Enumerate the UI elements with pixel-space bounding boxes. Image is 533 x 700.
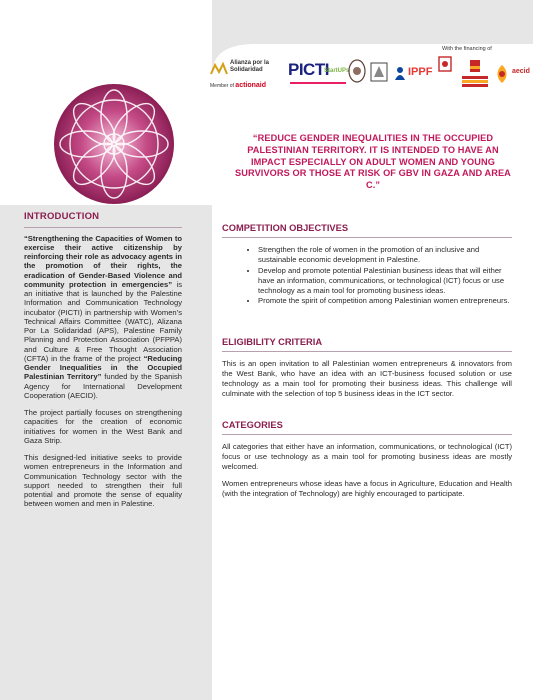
watc-seal-icon bbox=[348, 58, 366, 84]
list-item: • Develop and promote potential Palestinian business ideas that will either have an information, communications, or technological (ICT) focus or use technology as a main tool for promoting business ideas. bbox=[258, 266, 512, 296]
project-name-bold: “Reducing Gender Inequalities in the Occupied Palestinian Territory” bbox=[24, 353, 182, 382]
ippf-name: IPPF bbox=[408, 66, 433, 78]
project-title-bold: “Strengthening the Capacities of Women to exercise their active citizenship by reinforcing their role as advocacy agents in the promotion of their rights, the eradication of Gender-Based Violence and community protection in emergencies” bbox=[24, 233, 182, 289]
list-item: • Promote the spirit of competition among Palestinian women entrepreneurs. bbox=[258, 296, 512, 306]
categories-paragraph-1: All categories that either have an information, communications, or technological (ICT) focus or use technology as a main tool for promoting business ideas are mostly welcomed. bbox=[222, 442, 512, 471]
categories-paragraph-2: Women entrepreneurs whose ideas have a focus in Agriculture, Education and Health (with the integration of Technology) are highly encouraged to participate. bbox=[222, 478, 512, 498]
aecid-name: aecid bbox=[512, 68, 530, 75]
categories-divider bbox=[222, 434, 512, 435]
introduction-paragraph-2: The project partially focuses on strengthening capacities for the creation of economic initiatives for women in the West Bank and Gaza Strip. bbox=[24, 408, 182, 445]
mission-quote: “REDUCE GENDER INEQUALITIES IN THE OCCUPIED PALESTINIAN TERRITORY. IT IS INTENDED TO HAVE AN IMPACT ESPECIALLY ON ADULT WOMEN AND YOUNG SURVIVORS OR THOSE AT RISK OF GBV IN GAZA AND AREA C.” bbox=[235, 133, 511, 191]
competition-section bbox=[222, 222, 512, 307]
aecid-logo-icon bbox=[494, 60, 532, 90]
eligibility-text: This is an open invitation to all Palestinian women entrepreneurs & innovators from the West Bank, who have an idea with an ICT-business focused solution or use technology as a main tool for promoting their business ideas. This challenge will culminate with the selection of top 5 business ideas in the ICT sector. bbox=[222, 359, 512, 398]
introduction-section bbox=[24, 211, 182, 517]
flower-logo-icon bbox=[52, 82, 176, 206]
alianza-line2: Solidaridad bbox=[230, 66, 263, 73]
eligibility-heading: ELIGIBILITY CRITERIA bbox=[222, 337, 323, 347]
introduction-paragraph-3: This designed-led initiative seeks to provide women entrepreneurs in the Information and Communication Technology sector with the support needed to strengthen their full potential and promote the sense of equality between women and men in Palestine. bbox=[24, 453, 182, 509]
list-item: • Strengthen the role of women in the promotion of an inclusive and sustainable economic development in Palestine. bbox=[258, 245, 512, 265]
competition-heading: COMPETITION OBJECTIVES bbox=[222, 223, 349, 233]
introduction-paragraph-1 bbox=[24, 234, 182, 401]
introduction-text-a: is an initiative that is launched by the Palestine Information and Communication Technology incubator (PICTI) in partnership with Women’s Technical Affairs Committee (WATC), Alizana Por La Solidaridad (APS), Palestine Family Planning and Protection Association (PFPPA) and Culture & Free Thought Association (CFTA) in the frame of the project bbox=[24, 279, 183, 363]
picti-logo-icon bbox=[288, 54, 352, 94]
introduction-divider bbox=[24, 227, 182, 228]
alianza-logo-icon bbox=[210, 58, 282, 98]
picti-sub: StartUPs bbox=[324, 68, 350, 74]
spain-crest-icon bbox=[460, 58, 490, 92]
picti-name: PICTI bbox=[288, 60, 329, 79]
ippf-logo-icon bbox=[394, 56, 438, 96]
eligibility-divider bbox=[222, 351, 512, 352]
actionaid-brand: actionaid bbox=[235, 82, 267, 89]
cfta-seal-icon bbox=[370, 62, 388, 82]
alianza-line1: Alianza por la bbox=[230, 60, 270, 66]
eligibility-section bbox=[222, 336, 512, 406]
introduction-text-b: funded by the Spanish Agency for International Development Cooperation (AECID). bbox=[24, 372, 183, 400]
competition-list bbox=[222, 245, 512, 306]
financing-label: With the financing of bbox=[442, 46, 492, 52]
pfppa-logo-icon bbox=[438, 56, 452, 80]
introduction-heading: INTRODUCTION bbox=[24, 211, 100, 222]
alianza-member: Member of bbox=[210, 83, 234, 89]
competition-divider bbox=[222, 237, 512, 238]
categories-section bbox=[222, 419, 512, 505]
categories-heading: CATEGORIES bbox=[222, 420, 283, 430]
partner-logos bbox=[208, 46, 533, 108]
